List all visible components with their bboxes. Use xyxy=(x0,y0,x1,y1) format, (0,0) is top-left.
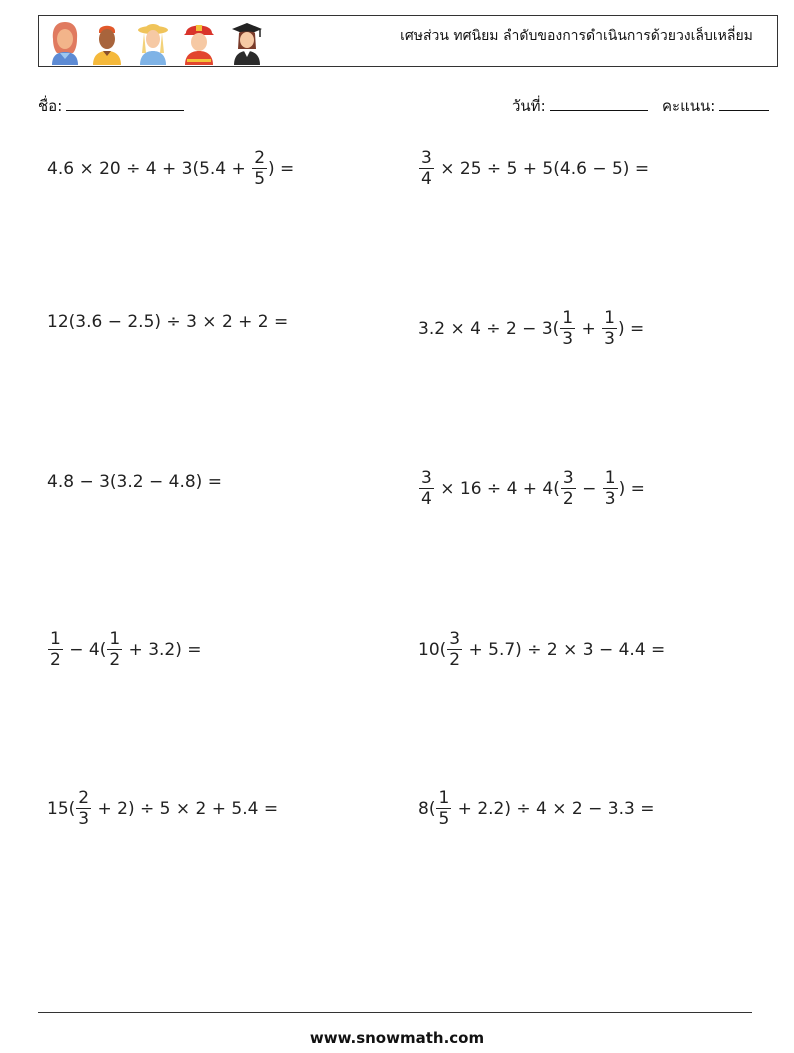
fraction xyxy=(76,788,91,829)
fraction-denominator: 4 xyxy=(421,489,432,509)
expression-text: + 2.2) ÷ 4 × 2 − 3.3 = xyxy=(452,798,655,819)
fraction-denominator: 2 xyxy=(449,650,461,670)
expression-text: ) = xyxy=(268,158,295,179)
problem-10 xyxy=(418,788,654,829)
fraction-numerator: 2 xyxy=(254,148,266,168)
expression-text: − xyxy=(576,478,602,499)
problem-5 xyxy=(47,472,222,492)
date-blank[interactable] xyxy=(550,96,648,111)
expression-text: 4.6 × 20 ÷ 4 + 3(5.4 + xyxy=(47,158,252,179)
name-blank[interactable] xyxy=(66,96,184,111)
name-label: ชื่อ: xyxy=(38,97,63,115)
fraction-numerator: 3 xyxy=(562,468,574,488)
farmer-avatar-icon xyxy=(135,19,171,65)
expression-text: × 25 ÷ 5 + 5(4.6 − 5) = xyxy=(434,158,650,179)
expression-text: − 4( xyxy=(63,639,107,660)
fraction xyxy=(48,629,63,670)
fraction-numerator: 1 xyxy=(604,308,615,328)
score-field xyxy=(662,94,769,118)
fraction-denominator: 3 xyxy=(78,809,90,829)
fraction-denominator: 3 xyxy=(604,489,616,509)
fraction xyxy=(419,468,434,509)
fraction xyxy=(252,148,267,189)
man-avatar-icon xyxy=(89,19,125,65)
problem-1 xyxy=(47,148,294,189)
fraction-denominator: 5 xyxy=(254,169,266,189)
name-field xyxy=(38,94,184,118)
date-field xyxy=(512,94,648,118)
fraction-numerator: 3 xyxy=(421,148,432,168)
fraction-denominator: 5 xyxy=(438,809,450,829)
expression-text: 4.8 − 3(3.2 − 4.8) = xyxy=(47,472,222,492)
problem-3 xyxy=(47,312,288,332)
problem-6 xyxy=(418,468,645,509)
expression-text: 10( xyxy=(418,639,447,660)
fraction-numerator: 1 xyxy=(50,629,61,649)
footer-divider xyxy=(38,1012,752,1013)
fraction xyxy=(419,148,434,189)
graduate-avatar-icon xyxy=(229,19,265,65)
fraction-numerator: 1 xyxy=(604,468,616,488)
fraction xyxy=(561,468,576,509)
fraction-numerator: 3 xyxy=(421,468,432,488)
expression-text: 8( xyxy=(418,798,436,819)
fraction xyxy=(447,629,462,670)
fraction-numerator: 1 xyxy=(438,788,450,808)
fraction-denominator: 3 xyxy=(604,329,615,349)
expression-text: ) = xyxy=(618,478,645,499)
problem-7 xyxy=(47,629,202,670)
fraction xyxy=(107,629,122,670)
firefighter-avatar-icon xyxy=(181,19,217,65)
fraction xyxy=(603,468,618,509)
footer-url[interactable]: www.snowmath.com xyxy=(309,1029,485,1047)
header-box xyxy=(38,15,778,67)
expression-text: ) = xyxy=(618,318,645,339)
expression-text: 15( xyxy=(47,798,76,819)
fraction-denominator: 3 xyxy=(562,329,574,349)
woman-avatar-icon xyxy=(47,19,83,65)
fraction-denominator: 2 xyxy=(50,650,61,670)
expression-text: 12(3.6 − 2.5) ÷ 3 × 2 + 2 = xyxy=(47,312,289,332)
problem-4 xyxy=(418,308,644,349)
fraction xyxy=(560,308,575,349)
fraction xyxy=(436,788,451,829)
date-label: วันที่: xyxy=(512,97,546,115)
fraction-numerator: 1 xyxy=(109,629,121,649)
expression-text: 3.2 × 4 ÷ 2 − 3( xyxy=(418,318,560,339)
score-blank[interactable] xyxy=(719,96,769,111)
problem-2 xyxy=(418,148,649,189)
score-label: คะแนน: xyxy=(662,97,716,115)
worksheet-title: เศษส่วน ทศนิยม ลำดับของการดำเนินการด้วยวงเล็บเหลี่ยม xyxy=(400,28,753,44)
expression-text: + 3.2) = xyxy=(123,639,202,660)
problem-8 xyxy=(418,629,665,670)
fraction-numerator: 1 xyxy=(562,308,574,328)
fraction-numerator: 2 xyxy=(78,788,90,808)
fraction-numerator: 3 xyxy=(449,629,461,649)
expression-text: × 16 ÷ 4 + 4( xyxy=(434,478,560,499)
problem-9 xyxy=(47,788,278,829)
fraction xyxy=(602,308,617,349)
fraction-denominator: 2 xyxy=(562,489,574,509)
expression-text: + xyxy=(576,318,602,339)
fraction-denominator: 2 xyxy=(109,650,121,670)
fraction-denominator: 4 xyxy=(421,169,432,189)
expression-text: + 2) ÷ 5 × 2 + 5.4 = xyxy=(92,798,279,819)
expression-text: + 5.7) ÷ 2 × 3 − 4.4 = xyxy=(463,639,666,660)
